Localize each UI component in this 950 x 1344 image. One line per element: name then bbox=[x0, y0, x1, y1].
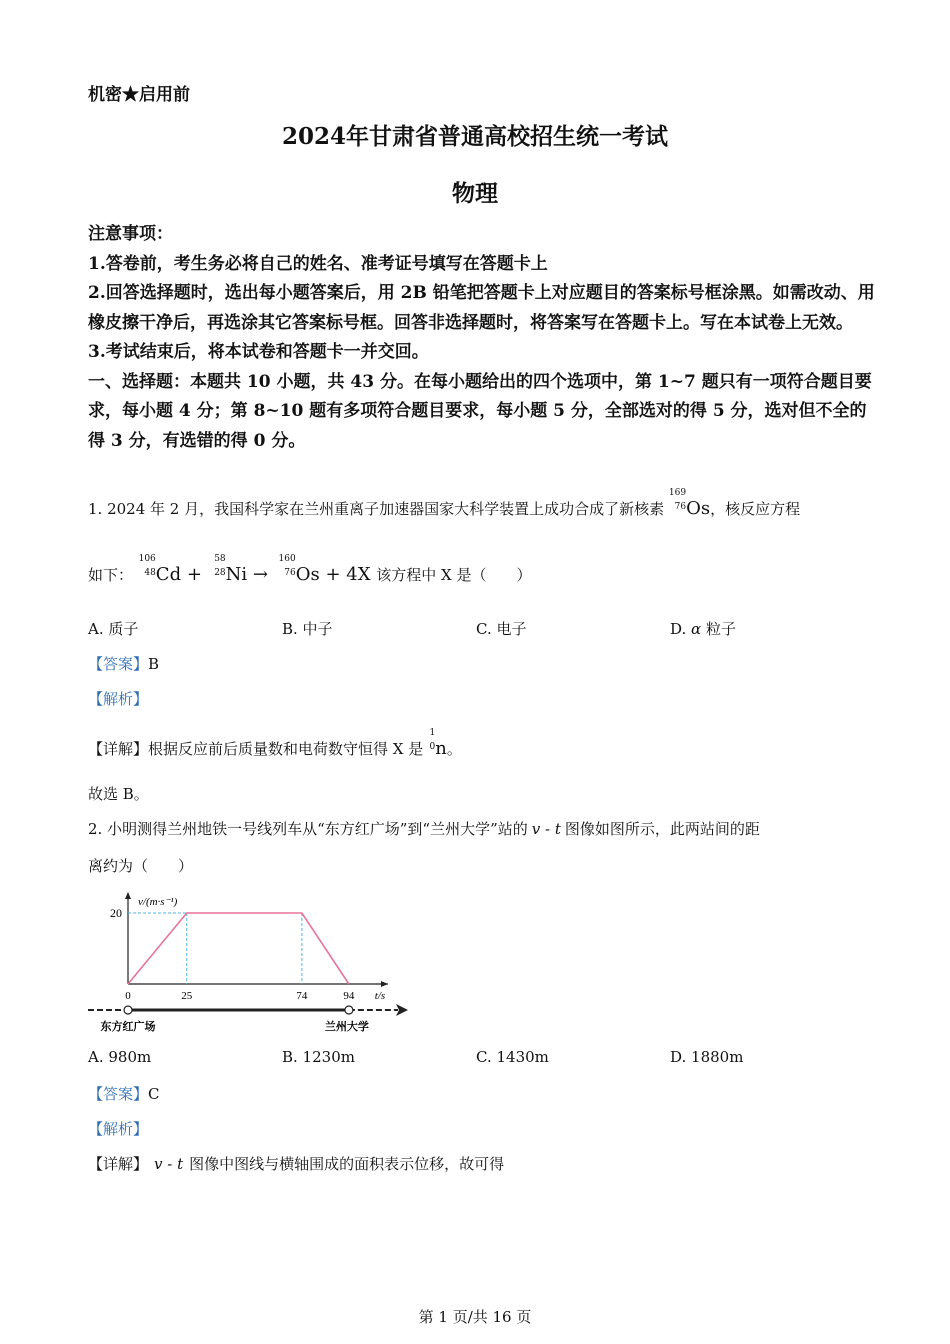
y-axis-arrow bbox=[125, 892, 131, 899]
q1-nuclide: 169 76 bbox=[668, 488, 687, 512]
q1-option-a: A. 质子 bbox=[88, 620, 139, 638]
q2-stem-line1: 2. 小明测得兰州地铁一号线列车从“东方红广场”到“兰州大学”站的 v - t 图像如图所示，此两站间的距 bbox=[88, 820, 760, 838]
formula-tail: + 4X bbox=[325, 564, 371, 585]
x-axis-label: t/s bbox=[374, 990, 386, 1002]
q1-stem-line1 bbox=[88, 488, 801, 519]
q1-conclusion: 故选 B。 bbox=[88, 785, 149, 803]
q2-option-b: B. 1230m bbox=[282, 1048, 355, 1066]
x-axis-arrow bbox=[381, 981, 388, 987]
station-end-marker bbox=[345, 1006, 353, 1014]
neutron-isotope: 1 0 bbox=[429, 728, 436, 752]
q1-option-b: B. 中子 bbox=[282, 620, 333, 638]
section-instructions: 一、选择题：本题共 10 小题，共 43 分。在每小题给出的四个选项中，第 1~7 题只有一项符合题目要求，每小题 4 分；第 8~10 题有多项符合题目要求，每小题 5 分，全部选对的得 5 分，选对但不全的得 3 分，有选错的得 0 分。 bbox=[88, 371, 872, 451]
arrow-symbol: → bbox=[252, 564, 268, 585]
q1-stem-b: ，核反应方程 bbox=[710, 500, 801, 518]
q1-option-d: D. α 粒子 bbox=[670, 620, 736, 638]
cd-symbol: Cd bbox=[155, 564, 182, 585]
q2-option-c: C. 1430m bbox=[476, 1048, 549, 1066]
x-tick-74: 74 bbox=[296, 990, 308, 1002]
q2-stem-line2: 离约为（ ） bbox=[88, 857, 194, 875]
exam-title: 2024年甘肃省普通高校招生统一考试 bbox=[281, 123, 668, 150]
page-footer: 第 1 页/共 16 页 bbox=[418, 1308, 532, 1326]
q1-analysis-tag: 【解析】 bbox=[88, 690, 149, 708]
q1-stem-c: 如下： bbox=[88, 566, 134, 584]
q2-option-a: A. 980m bbox=[88, 1048, 152, 1066]
cd-isotope: 106 48 bbox=[138, 554, 156, 578]
notice-item-1: 1.答卷前，考生务必将自己的姓名、准考证号填写在答题卡上 bbox=[88, 253, 548, 274]
station-start-label: 东方红广场 bbox=[100, 1021, 156, 1033]
station-start-marker bbox=[124, 1006, 132, 1014]
vt-symbol: v - t bbox=[531, 820, 561, 838]
q2-option-d: D. 1880m bbox=[670, 1048, 744, 1066]
alpha-symbol: α bbox=[691, 620, 702, 638]
q1-option-c: C. 电子 bbox=[476, 620, 527, 638]
x-tick-94: 94 bbox=[343, 990, 355, 1002]
notice-block bbox=[88, 220, 878, 456]
confidential-label: 机密★启用前 bbox=[88, 85, 190, 105]
velocity-line bbox=[128, 913, 349, 984]
ni-symbol: Ni bbox=[225, 564, 248, 585]
vt-chart bbox=[88, 888, 410, 1038]
q1-nuclide-symbol: Os bbox=[686, 498, 711, 519]
q1-stem-line2 bbox=[88, 554, 532, 585]
os-symbol: Os bbox=[295, 564, 320, 585]
plus-sign: + bbox=[186, 564, 202, 585]
q2-answer: 【答案】C bbox=[88, 1085, 160, 1103]
q2-detail: 【详解】 v - t 图像中图线与横轴围成的面积表示位移，故可得 bbox=[88, 1155, 505, 1173]
notice-item-3: 3.考试结束后，将本试卷和答题卡一并交回。 bbox=[88, 342, 429, 362]
notice-item-2: 2.回答选择题时，选出每小题答案后，用 2B 铅笔把答题卡上对应题目的答案标号框涂黑。如需改动、用橡皮擦干净后，再选涂其它答案标号框。回答非选择题时，将答案写在答题卡上。写在本试卷上无效。 bbox=[88, 283, 875, 333]
q2-analysis-tag: 【解析】 bbox=[88, 1120, 149, 1138]
q1-stem-a: 1. 2024 年 2 月，我国科学家在兰州重离子加速器国家大科学装置上成功合成了新核素 bbox=[88, 500, 665, 518]
x-tick-25: 25 bbox=[181, 990, 193, 1002]
q1-stem-d: 该方程中 X 是（ ） bbox=[376, 566, 532, 584]
ni-isotope: 58 28 bbox=[214, 554, 226, 578]
q1-answer: 【答案】B bbox=[88, 655, 160, 673]
subject-title: 物理 bbox=[452, 180, 498, 207]
notice-heading: 注意事项： bbox=[88, 224, 173, 244]
y-axis-label: v/(m·s⁻¹) bbox=[138, 896, 178, 908]
os-isotope: 160 76 bbox=[278, 554, 296, 578]
x-tick-0: 0 bbox=[125, 990, 131, 1002]
station-end-label: 兰州大学 bbox=[324, 1021, 369, 1033]
y-tick-20: 20 bbox=[110, 906, 122, 920]
q1-detail: 【详解】根据反应前后质量数和电荷数守恒得 X 是 1 0 n。 bbox=[88, 728, 462, 759]
q1-formula bbox=[138, 554, 376, 585]
